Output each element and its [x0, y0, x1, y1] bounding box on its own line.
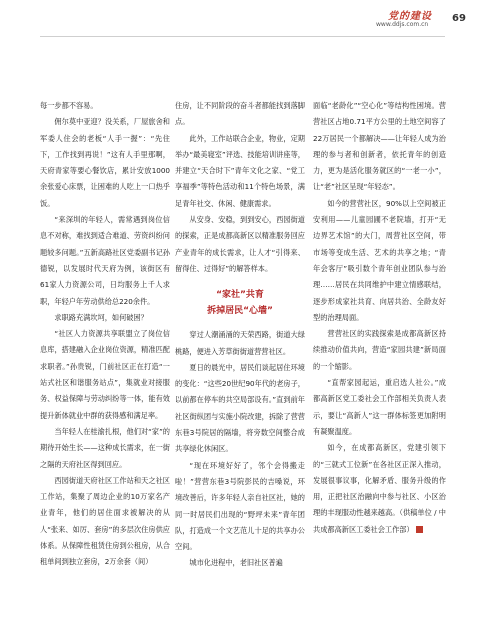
- paragraph: “现在环境好好了，邻个会得搬走啦！”营营东巷3号院彭民的吉嗓说，环境改善后，许多年轻人亲自社区社，她的同一时居民们出现的“野坪未来”青年团队，打造成一个文艺范儿十足的共享办公空间。: [175, 460, 305, 552]
- paragraph: 住房，让不同阶段的奋斗者都能找到落脚点。: [175, 101, 305, 127]
- section-heading-line2: 拆掉居民“心墙”: [207, 306, 273, 317]
- paragraph: 如今的营营社区，90%以上空间被正安利用——儿童园圃不老院墙，打开“无边界艺术馆”的大门，周营社区空间，带市场等变成生活、艺术的共享之地；“青年会客厅”吸引数个青年创业团队参与治理……居民在共同维护中建立情感联结，逐步形成家社共育、向居共治、全龄友好型的治理局面。: [313, 198, 446, 322]
- article-column-3: [313, 98, 446, 538]
- article-column-2: [175, 98, 305, 572]
- paragraph: 求职路充满坎坷，如何破困？: [54, 312, 148, 322]
- paragraph: 面临“老龄化”“空心化”等结构性困境。营营社区占地0.71平方公里的土地空间容了22万居民一个都解决——让年轻人成为治理的参与者和创新者，依托青年的创造力，更为是活化服务就区的“一老一小”，让“老”社区呈现“年轻态”。: [313, 101, 446, 192]
- page-header: [0, 0, 485, 34]
- paragraph: “直帮家园起运，重启选人社公。”成都高新区党工委社会工作部相关负责人表示，要让“高新人”这一群体标签更加附明有凝聚温度。: [313, 378, 446, 436]
- paragraph: 夏日的晨光中，居民们谈起居住环境的变化：“这些20世纪90年代的老房子，以前都在停车的共空局部设有。”直到前年社区街纵团与实施小院改建，拆除了营营东巷3号院居的隔墙，将旁数空间整合成共享绿化休闲区。: [175, 362, 305, 454]
- section-heading-line1: “家社”共育: [216, 290, 264, 301]
- paragraph: 此外，工作站联合企业，物业，定期举办“最美寝室”评选、技能培训讲座等，并建立“天合时下”青年文化之家、“党工享福季”等特色活动和11个特色场景，满足青年社交、休闲、健康需求。: [175, 133, 305, 208]
- site-url: www.ddjs.com.cn: [376, 21, 429, 28]
- article-column-1: [40, 98, 170, 571]
- paragraph: 每一步都不容易。: [40, 101, 98, 110]
- magazine-logo: 党的建设: [388, 11, 432, 22]
- paragraph: 如今，在成都高新区，党建引领下的“三就式工位新”在各社区正深入推动，发展很事议事，化解矛盾、服务升级的作用，正把社区治融向中参与社区、小区治理的丰现服动性越来越高。（供稿单位 / 中共成都高新区工委社会工作部）: [313, 443, 446, 534]
- paragraph: “社区人力资源共享联盟立了岗位信息库，搭建融入企业岗位资源，精准匹配求职者。”孙贵锐，门前社区正在打造“一站式社区和谐服务站点”，集就业对接服务、权益保障与劳动纠纷等一体，能有效提升新体就业中群的获得感和满足率。: [40, 329, 170, 420]
- header-divider: [40, 36, 445, 37]
- paragraph: 从安身、安稳，到到安心，西园街道的探索，正是成都高新区以精准服务回应产业青年的成长需求，让人才“引得来、留得住、过得好”的解答样本。: [175, 215, 305, 273]
- paragraph: 当年轻人在桂渝扎根，他们对“家”的期待开始生长——这种成长需求，在一街之隔的天府社区得到回应。: [40, 426, 170, 469]
- paragraph: 佣尔莫中亚迎？没关系，厂屋旅舍和军委人住会的老板“人手一握”：“先住下，工作找到再说！”这有人手里那啊，天府青家等要心餐饮店，累计安放1000余张爱心床票，让困难的人吃上一口热乎饭。: [40, 117, 170, 208]
- end-mark-icon: [416, 526, 423, 533]
- paragraph: 城市化进程中，老旧社区普遍: [189, 558, 283, 568]
- paragraph: 西园街道天府社区工作站和天之社区工作站，集聚了周边企业的10万家名产业青年，他们的居住面求被解决的从人“张来、如厉、套房”的多层次住房供应体系。从保障性租赁住房到公租房，从合租单间到独立套房，2万余套（间）: [40, 475, 170, 567]
- paragraph: “来深圳的年轻人，需常遇到岗位信息不对称，难找到适合难道、劳资纠纷问题较多问题。”五新高路社区党委副书记孙德锐，以发展时代天府为例，该街区有61家人力资源公司，日均服务上千人求职，年轻户年劳动供给总220余件。: [40, 215, 170, 306]
- page-number: 69: [452, 13, 466, 24]
- paragraph: 穿过人潮涌涌的天荣西路，街道大绿桃路，便进入芳草街街道营营社区。: [175, 330, 305, 356]
- section-heading: [175, 287, 305, 319]
- paragraph: 营营社区的实践探索是成都高新区持续推动价值共向，营造“家园共建”新局面的一个缩影。: [313, 329, 446, 371]
